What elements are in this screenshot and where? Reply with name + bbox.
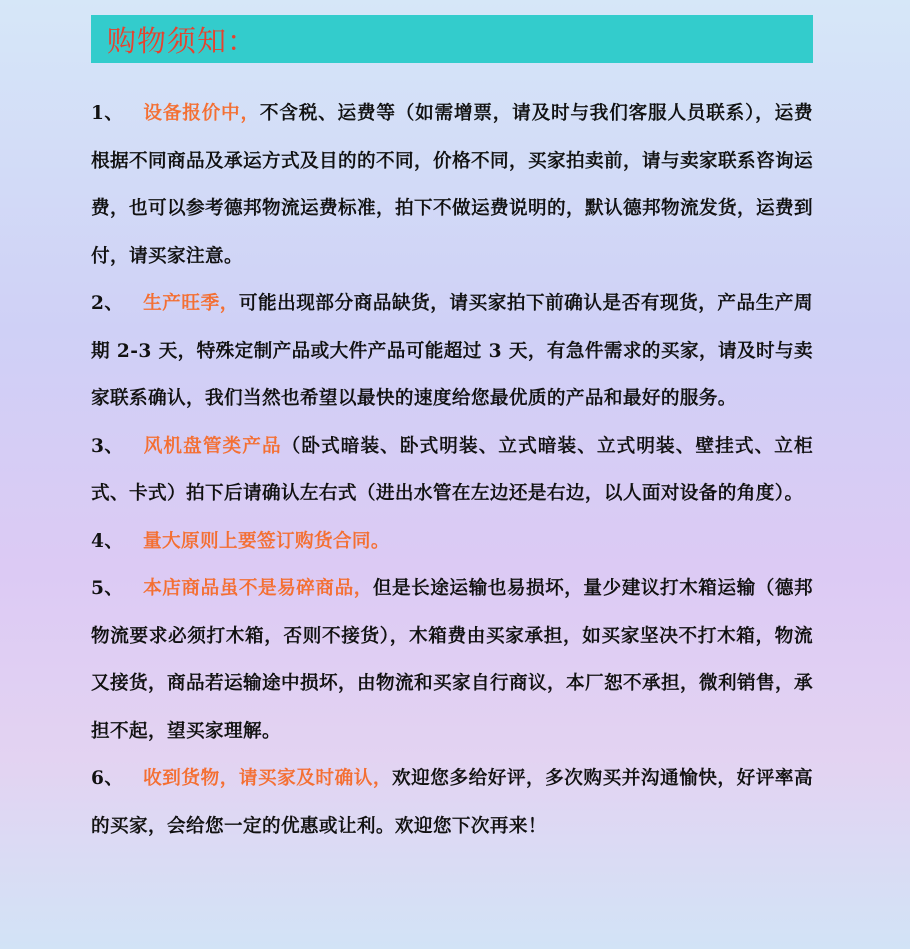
title-bar [91,15,813,63]
item-highlight: 设备报价中， [143,103,260,124]
item-text: 欢迎您多给好评，多次购买并沟通愉快，好评率高的买家，会给您一定的优惠或让利。欢迎您下次再来！ [91,768,814,837]
item-number: 5、 [91,578,124,599]
item-text: 不含税、运费等（如需增票，请及时与我们客服人员联系），运费根据不同商品及承运方式及目的的不同，价格不同，买家拍卖前，请与卖家联系咨询运费，也可以参考德邦物流运费标准，拍下不做运费说明的，默认德邦物流发货，运费到付，请买家注意。 [91,103,813,267]
item-text: 但是长途运输也易损坏，量少建议打木箱运输（德邦物流要求必须打木箱，否则不接货），木箱费由买家承担，如买家坚决不打木箱，物流又接货，商品若运输途中损坏，由物流和买家自行商议，本厂恕不承担，微利销售，承担不起，望买家理解。 [91,578,813,742]
item-highlight: 收到货物，请买家及时确认， [143,768,393,789]
item-text: 可能出现部分商品缺货，请买家拍下前确认是否有现货，产品生产周期 2-3 天，特殊定制产品或大件产品可能超过 3 天，有急件需求的买家，请及时与卖家联系确认，我们当然也希望以最快的速度给您最优质的产品和最好的服务。 [91,293,813,409]
item-highlight: 本店商品虽不是易碎商品， [143,578,373,599]
notice-item-2 [91,280,813,423]
notice-item-1 [91,90,813,280]
item-number: 4、 [91,530,124,552]
item-number: 1、 [91,103,124,124]
item-number: 3、 [91,435,124,457]
item-text: （卧式暗装、卧式明装、立式暗装、立式明装、壁挂式、立柜式、卡式）拍下后请确认左右式（进出水管在左边还是右边，以人面对设备的角度）。 [91,435,813,504]
notice-item-4 [91,518,813,566]
item-highlight: 量大原则上要签订购货合同。 [143,530,390,552]
item-number: 2、 [91,293,124,314]
item-number: 6、 [91,768,124,789]
page-title: 购物须知： [107,23,258,58]
item-highlight: 风机盘管类产品 [143,435,282,457]
notice-item-6 [91,755,813,850]
notice-item-5 [91,565,813,755]
notice-list [91,90,813,850]
notice-item-3 [91,423,813,518]
item-highlight: 生产旺季， [143,293,239,314]
